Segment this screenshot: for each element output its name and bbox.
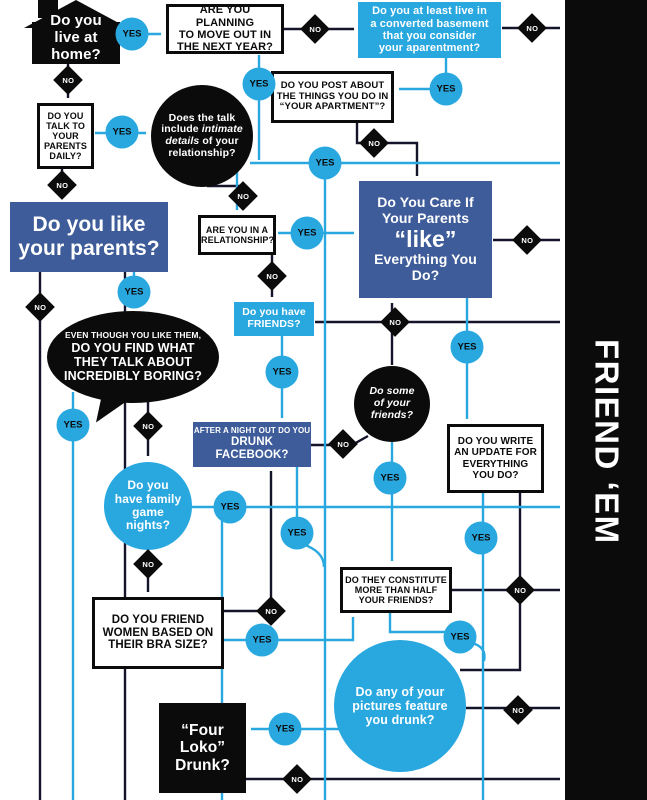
node-text: relationship? [168,146,236,159]
node-text: Do You Care If [377,194,474,211]
node-text: AN UPDATE FOR [454,447,537,459]
question-live-at-home [24,0,128,64]
node-text: AFTER A NIGHT OUT DO YOU [193,426,311,436]
node-text: “Four [181,721,224,739]
yes-label: YES [380,472,400,484]
no-label: NO [34,302,46,312]
node-text-line [40,151,91,161]
node-text: DAILY? [49,151,82,162]
question-have-friends [234,302,314,336]
node-text: THE NEXT YEAR? [177,41,273,54]
node-text: intimate [201,123,243,136]
node-text: details [165,135,200,147]
node-text-line [95,639,221,652]
node-text-line [234,319,314,331]
node-text: your parents? [18,237,160,260]
node-text-line [47,369,219,383]
result-friend-em-bar [565,0,647,800]
node-text: TALK TO [46,120,85,131]
yes-badge [214,491,247,524]
node-text-line [47,355,219,369]
no-label: NO [142,559,154,569]
node-text: Do some [369,385,415,398]
no-label: NO [389,317,401,327]
node-text-line [95,614,221,627]
node-text: Drunk? [175,756,230,774]
node-text: EVEN THOUGH YOU LIKE THEM, [64,330,202,341]
question-in-a-relationship [198,215,276,255]
node-text-line [450,447,541,458]
node-text-line [343,575,449,585]
node-text: you drunk? [365,713,435,727]
no-label: NO [142,421,154,431]
node-text: Do you at least live in [372,5,487,18]
question-do-some-friends [354,366,430,442]
node-text-line [201,225,273,235]
node-text-line [201,235,273,245]
node-text: ARE YOU IN A [205,224,269,235]
yes-label: YES [436,83,456,95]
node-text: YOUR FRIENDS? [358,595,434,606]
question-post-about-apartment [271,71,394,123]
node-text: Do you [127,478,169,493]
node-text-line [95,627,221,640]
node-text-line [354,410,430,422]
node-text-line [343,585,449,595]
node-text-line [169,4,281,29]
node-text-line [159,722,246,739]
node-text: have family [114,491,182,506]
yes-label: YES [275,723,295,735]
node-text: DO YOU [47,110,84,121]
node-text-line [359,227,492,253]
node-text-line [450,470,541,481]
question-moving-out [166,4,284,54]
yes-label: YES [220,501,240,513]
node-text: that you consider [382,30,477,42]
node-text-line [104,506,192,519]
question-like-your-parents [10,202,168,272]
node-text: DO YOU POST ABOUT [280,80,385,92]
node-text: game [132,505,164,519]
node-text: DO THEY CONSTITUTE [345,574,447,585]
node-text: home? [51,45,101,63]
node-text-line [359,268,492,284]
node-text: include [161,123,202,136]
node-text: Loko” [179,739,226,757]
question-more-than-half [340,567,452,613]
no-label: NO [266,271,278,281]
node-text-line [104,519,192,532]
node-text-line [450,436,541,447]
node-text: Do any of your [355,685,445,699]
node-text-line [450,459,541,470]
node-text-line [359,195,492,211]
node-text: Everything You [374,251,477,268]
node-text: of your [199,135,239,147]
node-text-line [169,41,281,53]
node-text-line [151,148,253,160]
no-label: NO [526,23,538,33]
node-text: live at [54,29,98,47]
yes-badge [106,116,139,149]
node-text-line [358,42,501,54]
node-text: DO YOU FRIEND [111,613,205,626]
node-text: “like” [394,225,457,252]
node-text: TO MOVE OUT IN [178,29,272,41]
node-text: YOUR [52,130,79,141]
yes-label: YES [297,227,317,239]
node-text: Does the talk [168,111,236,124]
node-text: Do? [411,267,440,284]
question-converted-basement [358,2,501,58]
question-update-for-everything [447,424,544,493]
node-text: DO YOU WRITE [457,436,534,448]
node-text: YOU DO? [472,469,519,481]
node-text: MORE THAN HALF [354,584,438,595]
node-text: a converted basement [370,17,489,30]
node-text-line [159,757,246,774]
node-text: Do you [50,12,102,30]
question-talk-daily [37,103,94,169]
yes-label: YES [112,126,132,138]
question-four-loko-drunk [159,703,246,793]
no-label: NO [368,138,380,148]
yes-label: YES [315,157,335,169]
node-text: Your Parents [381,209,470,226]
yes-label: YES [124,286,144,298]
node-text: RELATIONSHIP? [201,235,275,245]
yes-label: YES [249,78,269,90]
node-text: PARENTS [43,141,88,152]
question-drunk-facebook [193,422,311,467]
yes-label: YES [272,366,292,378]
no-label: NO [291,774,303,784]
question-incredibly-boring [47,311,219,403]
no-label: NO [337,439,349,449]
node-text-line [10,237,168,261]
node-text: THEY TALK ABOUT [74,354,192,369]
yes-label: YES [63,419,83,431]
node-text: ARE YOU PLANNING [195,4,255,29]
no-label: NO [62,75,74,85]
yes-badge [430,73,463,106]
node-text-line [358,5,501,17]
node-text: FRIEND ‘EM [588,339,626,545]
yes-badge [266,356,299,389]
yes-badge [451,331,484,364]
yes-badge [281,517,314,550]
node-text: FRIENDS? [247,318,301,330]
question-bra-size [92,597,224,669]
node-text-line [24,13,128,30]
node-text-line [334,699,466,713]
no-label: NO [309,24,321,34]
yes-badge [374,462,407,495]
yes-badge [246,624,279,657]
yes-badge [444,621,477,654]
yes-label: YES [122,28,142,40]
node-text-line [358,18,501,30]
node-text-line [40,121,91,131]
node-text: EVERYTHING [462,458,529,470]
no-label: NO [514,585,526,595]
node-text-line [334,713,466,727]
yes-label: YES [457,341,477,353]
yes-badge [57,409,90,442]
no-label: NO [512,705,524,715]
yes-label: YES [252,634,272,646]
no-label: NO [521,235,533,245]
node-text-line [24,30,128,47]
no-label: NO [237,191,249,201]
yes-badge [243,68,276,101]
yes-badge [116,18,149,51]
yes-badge [118,276,151,309]
node-text-line [40,131,91,141]
node-text-line [47,341,219,355]
node-text: friends? [370,408,414,421]
node-text: of your [373,397,411,410]
question-pictures-drunk [334,640,466,772]
node-text: nights? [125,518,171,533]
node-text: DRUNK FACEBOOK? [215,436,289,461]
yes-badge [465,522,498,555]
no-label: NO [56,180,68,190]
node-text-line [104,493,192,506]
node-text: THEIR BRA SIZE? [108,639,208,652]
node-text: pictures feature [352,699,448,713]
node-text-line [588,339,626,545]
node-text-line [334,685,466,699]
node-text-line [47,331,219,341]
node-text: Do you have [242,306,306,319]
node-text-line [40,111,91,121]
node-text-line [169,29,281,41]
node-text: THE THINGS YOU DO IN [276,90,389,102]
node-text-line [359,252,492,268]
node-text-line [159,739,246,756]
node-text-line [24,47,128,64]
node-text-line [193,436,311,462]
node-text: INCREDIBLY BORING? [64,368,202,383]
node-text-line [274,102,391,113]
node-text: “YOUR APARTMENT”? [279,101,386,113]
node-text: your aparentment? [378,42,481,55]
yes-label: YES [471,532,491,544]
node-text-line [104,479,192,492]
node-text-line [359,211,492,227]
node-text: WOMEN BASED ON [102,626,214,639]
question-intimate-details [151,85,253,187]
node-text-line [40,141,91,151]
node-text-line [343,595,449,605]
node-text: DO YOU FIND WHAT [71,340,195,355]
no-label: NO [265,606,277,616]
yes-badge [291,217,324,250]
yes-badge [269,713,302,746]
node-text: Do you like [32,213,146,237]
node-text-line [10,213,168,237]
yes-label: YES [287,527,307,539]
node-text-line [358,30,501,42]
yes-label: YES [450,631,470,643]
node-text-line [193,427,311,436]
yes-badge [309,147,342,180]
question-parents-like-everything [359,181,492,298]
question-family-game-nights [104,462,192,550]
